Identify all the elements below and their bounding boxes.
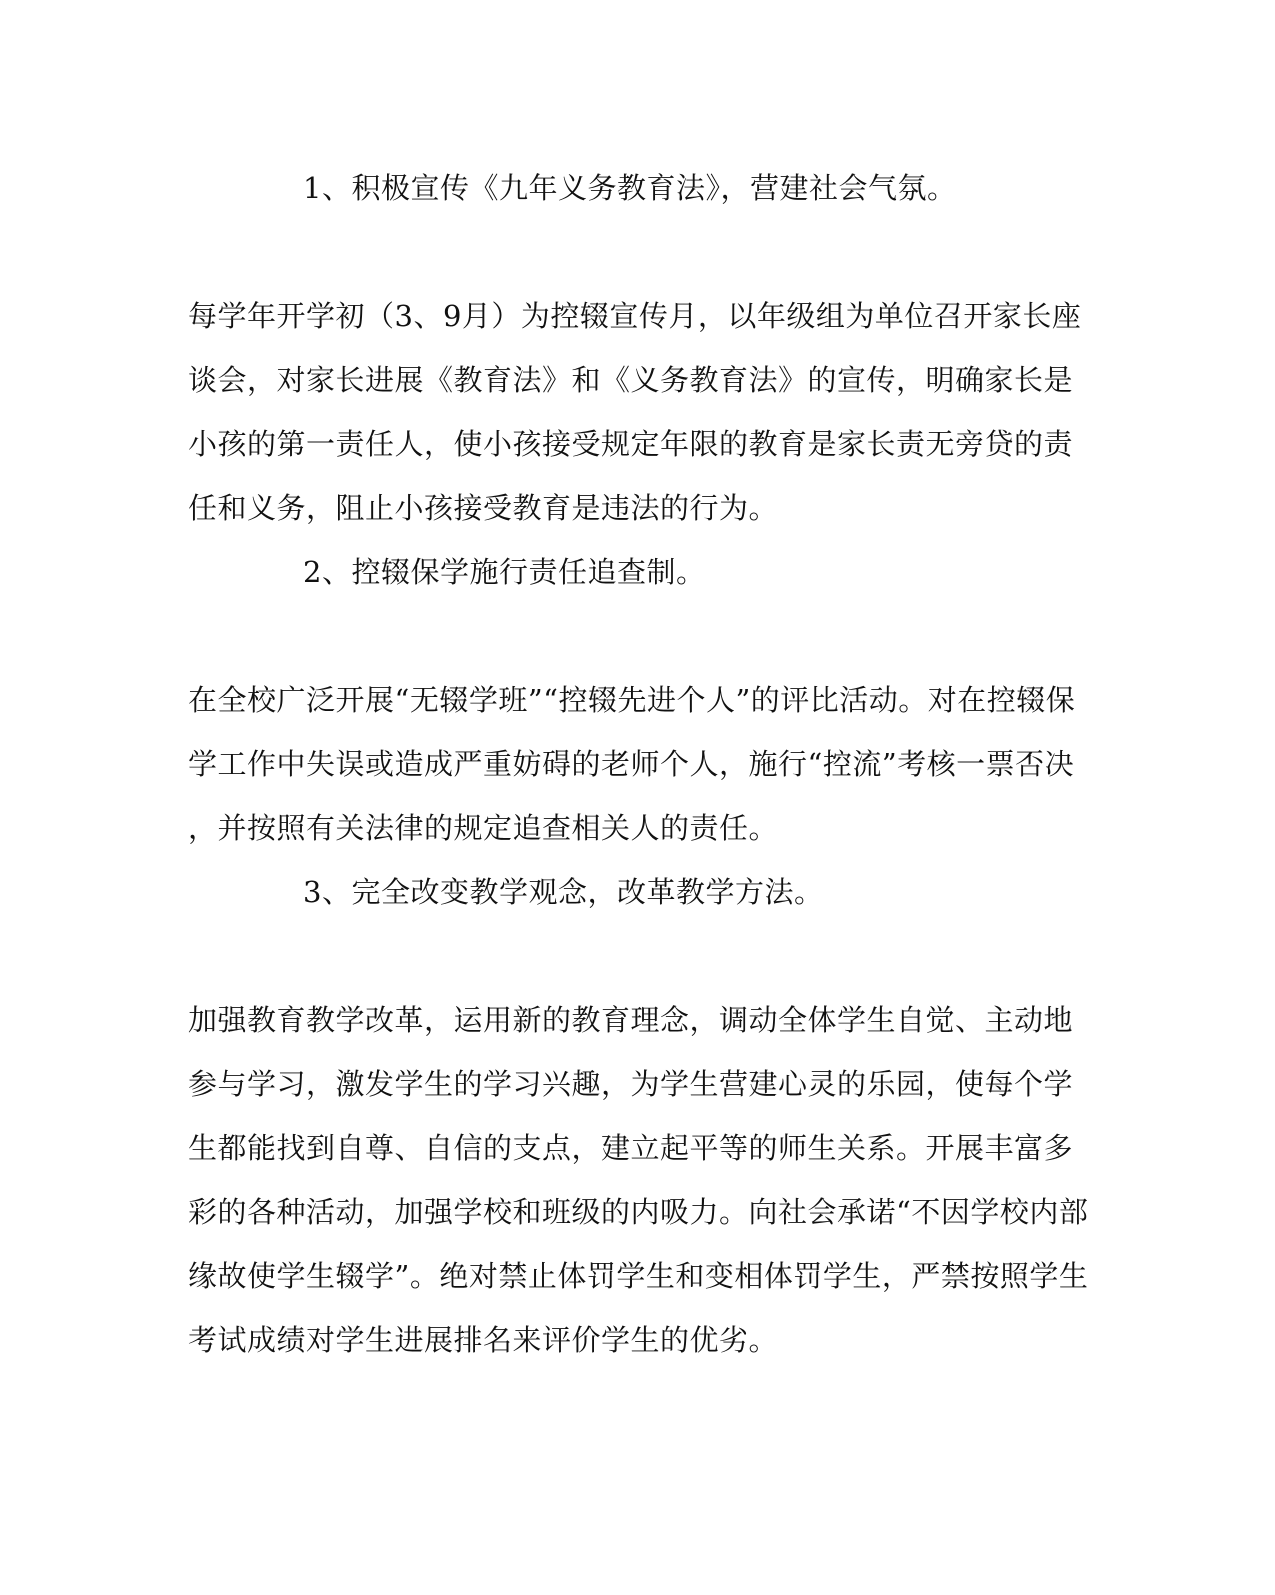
section-2-line-2: 学工作中失误或造成严重妨碍的老师个人，施行“控流”考核一票否决 [188, 747, 1075, 781]
section-3-line-3: 生都能找到自尊、自信的支点，建立起平等的师生关系。开展丰富多 [188, 1131, 1074, 1165]
section-3-heading: 3、完全改变教学观念，改革教学方法。 [303, 875, 824, 909]
section-1-line-2: 谈会，对家长进展《教育法》和《义务教育法》的宣传，明确家长是 [188, 363, 1074, 397]
section-3-line-6: 考试成绩对学生进展排名来评价学生的优劣。 [188, 1323, 779, 1357]
section-2-line-1: 在全校广泛开展“无辍学班”“控辍先进个人”的评比活动。对在控辍保 [188, 683, 1076, 717]
section-2-heading: 2、控辍保学施行责任追查制。 [303, 555, 706, 589]
section-3-line-2: 参与学习，激发学生的学习兴趣，为学生营建心灵的乐园，使每个学 [188, 1067, 1074, 1101]
section-1-heading: 1、积极宣传《九年义务教育法》，营建社会气氛。 [303, 171, 957, 205]
section-1-line-4: 任和义务，阻止小孩接受教育是违法的行为。 [188, 491, 779, 525]
section-3-line-4: 彩的各种活动，加强学校和班级的内吸力。向社会承诺“不因学校内部 [188, 1195, 1089, 1229]
section-2-line-3: ，并按照有关法律的规定追查相关人的责任。 [188, 811, 779, 845]
section-3-line-5: 缘故使学生辍学”。绝对禁止体罚学生和变相体罚学生，严禁按照学生 [188, 1259, 1089, 1293]
section-1-line-3: 小孩的第一责任人，使小孩接受规定年限的教育是家长责无旁贷的责 [188, 427, 1074, 461]
section-3-line-1: 加强教育教学改革，运用新的教育理念，调动全体学生自觉、主动地 [188, 1003, 1074, 1037]
section-1-line-1: 每学年开学初（3、9月）为控辍宣传月，以年级组为单位召开家长座 [188, 299, 1082, 333]
